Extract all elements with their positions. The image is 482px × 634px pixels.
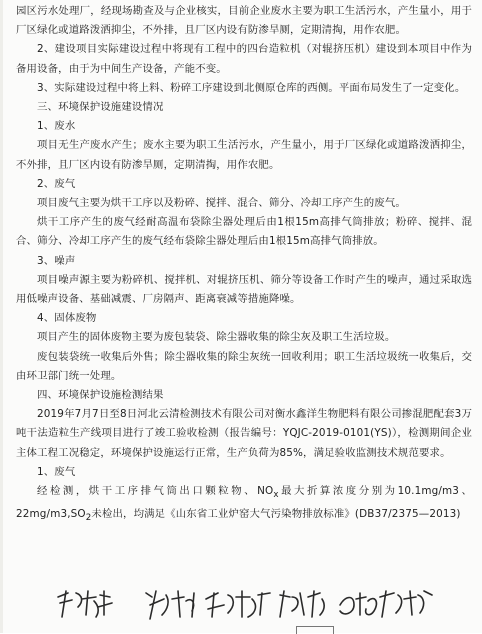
scan-edge [0, 0, 3, 633]
paragraph: 2019年7月7日至8日河北云清检测技术有限公司对衡水鑫洋生物肥料有限公司掺混肥配套3万吨干法造粒生产线项目进行了竣工验收检测（报告编号：YQJC-2019-0101(YS)），检测期间企业主体工程工况稳定，环境保护设施运行正常，生产负荷为85%，满足验收监测技术规范要求。 [16, 408, 472, 459]
paragraph: 项目废气主要为烘干工序以及粉碎、搅拌、混合、筛分、冷却工序产生的废气。 [37, 197, 406, 210]
signature-6 [380, 591, 432, 617]
document-body [16, 2, 472, 529]
section-heading: 三、环境保护设施建设情况 [37, 101, 164, 114]
paragraph: 项目产生的固体废物主要为废包装袋、除尘器收集的除尘灰及职工生活垃圾。 [37, 331, 396, 344]
signature-2 [146, 591, 194, 619]
subsection-heading: 4、固体废物 [37, 312, 97, 325]
subsection-heading: 2、废气 [37, 177, 76, 190]
subsection-heading: 1、废气 [37, 465, 76, 478]
signature-5 [340, 593, 376, 615]
paragraph: 经检测，烘干工序排气筒出口颗粒物、$NO_x$最大折算浓度分别为10.1mg/m3、$22mg/m3,SO_2$未检出，均满足《山东省工业炉窑大气污染物排放标准》(DB37/2375—2013) [16, 485, 472, 524]
paragraph: 2、建设项目实际建设过程中将现有工程中的四台造粒机（对辊挤压机）建设到本项目中作为备用设备，由于为中间生产设备，产能不变。 [16, 43, 472, 75]
subsection-heading: 1、废水 [37, 120, 76, 133]
paragraph: 园区污水处理厂，经现场勘查及与企业核实，目前企业废水主要为职工生活污水，产生量小，用于厂区绿化或道路泼洒抑尘，不外排，且厂区内设有防渗旱厕，定期清掏，用作农肥。 [16, 5, 472, 37]
signature-4 [280, 591, 324, 617]
signature-1 [58, 591, 112, 617]
paragraph: 3、实际建设过程中将上料、粉碎工序建设到北侧原仓库的西侧。平面布局发生了一定变化。 [37, 81, 466, 94]
paragraph: 烘干工序产生的废气经耐高温布袋除尘器处理后由1根15m高排气筒排放；粉碎、搅拌、混合、筛分、冷却工序产生的废气经布袋除尘器处理后由1根15m高排气筒排放。 [16, 216, 472, 248]
section-heading: 四、环境保护设施检测结果 [37, 389, 164, 402]
paragraph: 项目噪声源主要为粉碎机、搅拌机、对辊挤压机、筛分等设备工作时产生的噪声，通过采取选用低噪声设备、基础减震、厂房隔声、距离衰减等措施降噪。 [16, 273, 472, 306]
paragraph: 项目无生产废水产生；废水主要为职工生活污水，产生量小，用于厂区绿化或道路泼洒抑尘，不外排，且厂区内设有防渗旱厕，定期清掏，用作农肥。 [16, 139, 472, 171]
subsection-heading: 3、噪声 [37, 254, 76, 267]
paragraph: 废包装袋统一收集后外售；除尘器收集的除尘灰统一回收利用；职工生活垃圾统一收集后，交由环卫部门统一处理。 [16, 350, 472, 382]
signature-3 [206, 591, 270, 617]
handwritten-signatures [0, 585, 482, 633]
